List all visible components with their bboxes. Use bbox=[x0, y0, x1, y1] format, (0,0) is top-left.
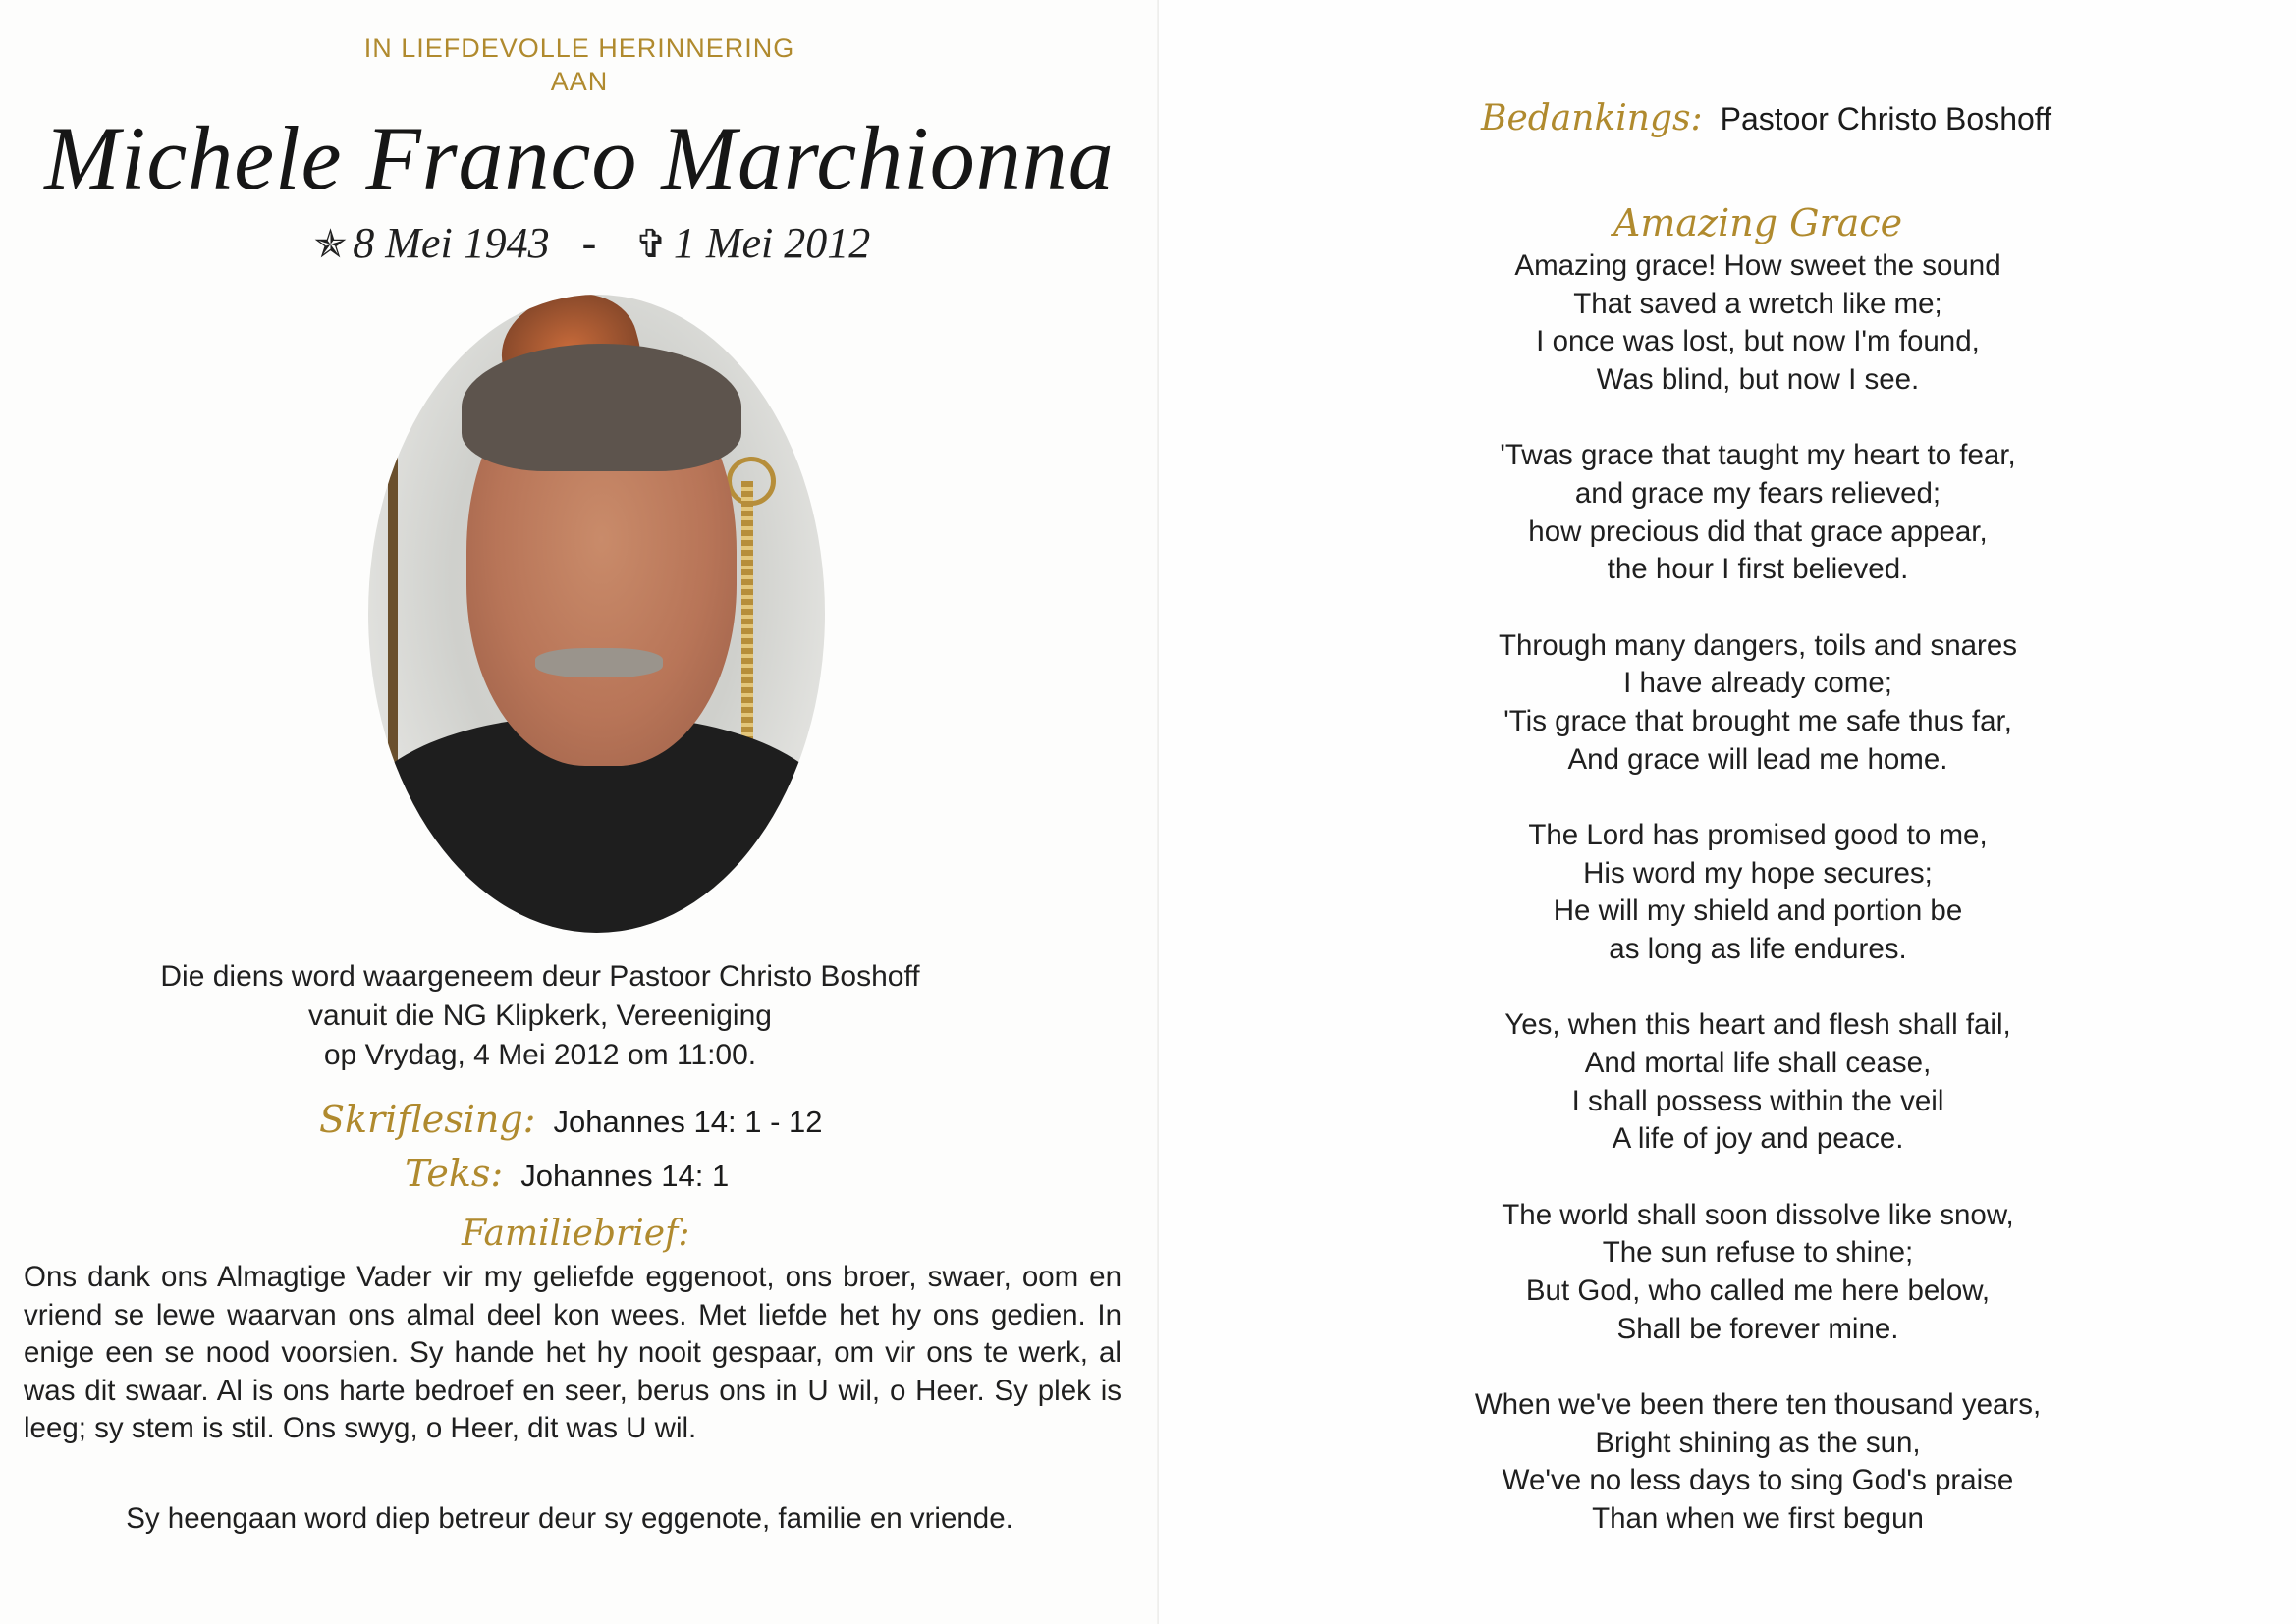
hymn-stanza bbox=[1394, 1006, 2121, 1159]
service-line: op Vrydag, 4 Mei 2012 om 11:00. bbox=[323, 1039, 757, 1071]
hymn-line: and grace my fears relieved; bbox=[1574, 477, 1941, 511]
deceased-name: Michele Franco Marchionna bbox=[44, 108, 1115, 208]
hymn-line: Shall be forever mine. bbox=[1616, 1312, 1899, 1345]
hymn-line: Yes, when this heart and flesh shall fail, bbox=[1504, 1008, 2011, 1042]
life-dates bbox=[236, 218, 943, 268]
service-line: Die diens word waargeneem deur Pastoor Christo Boshoff bbox=[160, 960, 920, 993]
thanks-label: Bedankings: bbox=[1481, 98, 1703, 138]
hymn-line: I once was lost, but now I'm found, bbox=[1536, 325, 1980, 358]
hymn-title: Amazing Grace bbox=[1613, 201, 1903, 244]
hymn-line: We've no less days to sing God's praise bbox=[1502, 1464, 2014, 1497]
hymn-line: When we've been there ten thousand years, bbox=[1474, 1387, 2042, 1421]
service-line: vanuit die NG Klipkerk, Vereeniging bbox=[308, 1000, 772, 1032]
death-date: 1 Mei 2012 bbox=[673, 219, 871, 267]
background-stand bbox=[388, 442, 398, 815]
scripture-label: Skriflesing: bbox=[319, 1098, 536, 1141]
hymn-line: as long as life endures. bbox=[1609, 933, 1907, 966]
hymn-stanza bbox=[1394, 627, 2121, 780]
hymn-stanza bbox=[1394, 437, 2121, 589]
hymn-line: the hour I first believed. bbox=[1607, 553, 1909, 586]
family-letter-body: Ons dank ons Almagtige Vader vir my geliefde eggenoot, ons broer, swaer, oom en vriend se lewe waarvan ons almal deel kon wees. Met liefde het hy ons gedien. In enige een se nood voorsien. Sy hande het hy nooit gespaar, om vir ons te werk, al was dit swaar. Al is ons harte bedroef en seer, berus ons in U wil, o Heer. Sy plek is leeg; sy stem is stil. Ons swyg, o Heer, dit was U wil. bbox=[24, 1261, 1121, 1444]
family-letter-heading: Familiebrief: bbox=[462, 1214, 690, 1254]
hymn-line: A life of joy and peace. bbox=[1612, 1122, 1904, 1156]
hymn-text bbox=[1394, 247, 2121, 1576]
hymn-line: And mortal life shall cease, bbox=[1584, 1046, 1932, 1079]
hymn-line: His word my hope secures; bbox=[1583, 856, 1933, 890]
hymn-line: He will my shield and portion be bbox=[1553, 894, 1963, 928]
service-details bbox=[98, 957, 982, 1075]
portrait-moustache bbox=[535, 648, 663, 677]
hymn-line: Through many dangers, toils and snares bbox=[1498, 628, 2018, 662]
portrait-photo bbox=[368, 295, 825, 933]
hymn-line: The sun refuse to shine; bbox=[1602, 1236, 1914, 1270]
hymn-line: That saved a wretch like me; bbox=[1573, 287, 1942, 320]
cross-icon: ✞ bbox=[634, 222, 668, 266]
hymn-line: 'Twas grace that taught my heart to fear, bbox=[1500, 439, 2016, 472]
hymn-stanza bbox=[1394, 1197, 2121, 1349]
star-icon: ✯ bbox=[313, 222, 348, 266]
hymn-stanza bbox=[1394, 1386, 2121, 1539]
portrait-hair bbox=[462, 344, 741, 471]
hymn-line: And grace will lead me home. bbox=[1567, 742, 1948, 776]
hymn-line: Was blind, but now I see. bbox=[1596, 363, 1920, 397]
hymn-line: Than when we first begun bbox=[1592, 1501, 1924, 1535]
dedication-line-2: AAN bbox=[550, 67, 609, 96]
scripture-reading bbox=[319, 1098, 823, 1141]
scripture-value: Johannes 14: 1 - 12 bbox=[553, 1105, 823, 1139]
hymn-line: The world shall soon dissolve like snow, bbox=[1502, 1198, 2014, 1231]
hymn-stanza bbox=[1394, 247, 2121, 400]
text-label: Teks: bbox=[405, 1152, 504, 1195]
sermon-text bbox=[405, 1152, 729, 1195]
hymn-line: 'Tis grace that brought me safe thus far, bbox=[1503, 705, 2012, 738]
hymn-line: But God, who called me here below, bbox=[1525, 1273, 1991, 1307]
hymn-line: I shall possess within the veil bbox=[1571, 1084, 1944, 1117]
hymn-line: Amazing grace! How sweet the sound bbox=[1514, 249, 2001, 282]
acknowledgements bbox=[1481, 98, 2051, 138]
hymn-line: Bright shining as the sun, bbox=[1595, 1426, 1921, 1459]
background-chain bbox=[741, 481, 753, 756]
closing-line: Sy heengaan word diep betreur deur sy eggenote, familie en vriende. bbox=[126, 1502, 1013, 1535]
hymn-line: I have already come; bbox=[1623, 667, 1892, 700]
text-value: Johannes 14: 1 bbox=[520, 1159, 730, 1193]
birth-date: 8 Mei 1943 bbox=[353, 219, 550, 267]
dedication-line-1: IN LIEFDEVOLLE HERINNERING bbox=[363, 33, 795, 63]
hymn-line: how precious did that grace appear, bbox=[1528, 514, 1988, 548]
date-separator: - bbox=[581, 219, 597, 267]
hymn-line: The Lord has promised good to me, bbox=[1528, 818, 1988, 851]
hymn-stanza bbox=[1394, 817, 2121, 969]
thanks-value: Pastoor Christo Boshoff bbox=[1720, 101, 2051, 136]
